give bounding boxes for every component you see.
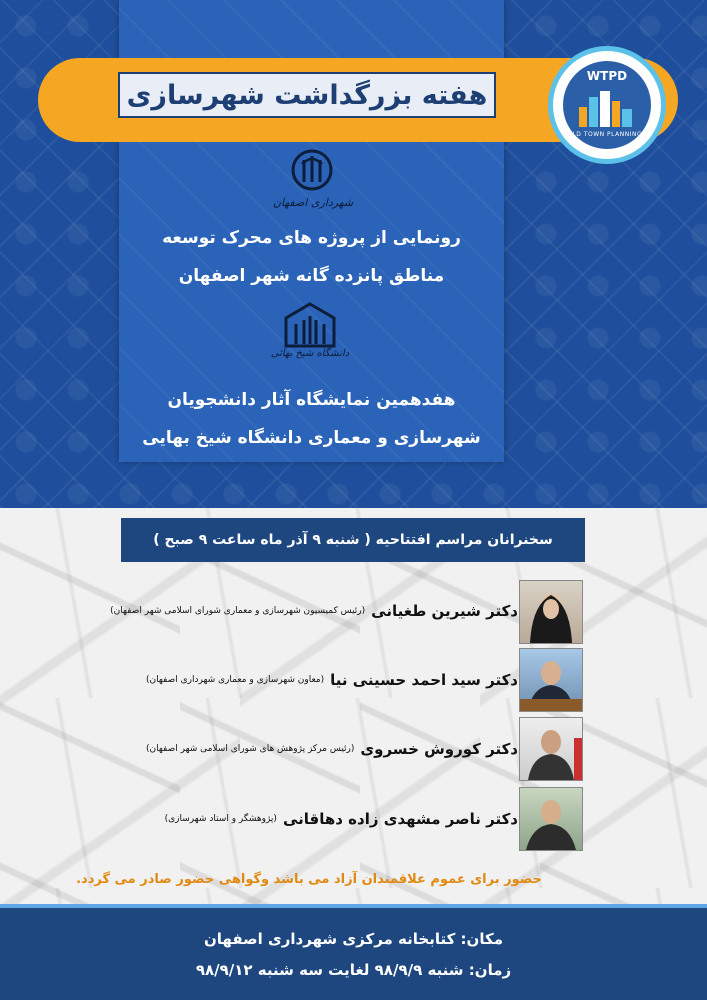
speaker-photo-3 (519, 717, 583, 781)
speaker-role: (پژوهشگر و استاد شهرسازی) (164, 814, 277, 824)
speaker-row-4 (20, 799, 518, 839)
heading1-line1: رونمایی از پروژه های محرک توسعه (162, 228, 461, 248)
location-text: مکان: کتابخانه مرکزی شهرداری اصفهان (203, 930, 503, 948)
speakers-header-text: سخنرانان مراسم افتتاحیه ( شنبه ۹ آذر ماه ساعت ۹ صبح ) (153, 532, 553, 548)
heading1-line2: مناطق پانزده گانه شهر اصفهان (178, 266, 445, 286)
title-box (118, 72, 496, 118)
sheikhbahaee-university-logo-icon (284, 302, 336, 348)
city-skyline-icon (577, 89, 637, 127)
footer-bar (0, 908, 707, 1000)
speaker-row-2 (20, 660, 518, 700)
wtpd-logo (548, 46, 666, 164)
time-text: زمان: شنبه ۹۸/۹/۹ لغایت سه شنبه ۹۸/۹/۱۲ (195, 961, 512, 979)
speaker-photo-4 (519, 787, 583, 851)
isfahan-municipality-logo-icon (290, 148, 334, 194)
speaker-role: (رئیس مرکز پژوهش های شورای اسلامی شهر اصفهان) (146, 744, 355, 754)
speaker-row-1 (20, 591, 518, 631)
speaker-name: دکتر ناصر مشهدی زاده دهاقانی (282, 810, 518, 828)
heading2-line1: هفدهمین نمایشگاه آثار دانشجویان (167, 390, 456, 410)
speaker-name: دکتر شیرین طغیانی (371, 602, 518, 620)
university-caption: دانشگاه شیخ بهائی (270, 348, 350, 359)
speaker-photo-1 (519, 580, 583, 644)
attendance-note: حضور برای عموم علاقمندان آزاد می باشد وگواهی حضور صادر می گردد. (76, 872, 542, 887)
speaker-role: (رئیس کمیسیون شهرسازی و معماری شورای اسلامی شهر اصفهان) (110, 606, 366, 616)
map-background (0, 508, 707, 908)
wtpd-subtitle: WORLD TOWN PLANNING DAY (556, 131, 658, 138)
speaker-photo-2 (519, 648, 583, 712)
wtpd-text: WTPD (586, 69, 628, 83)
speaker-role: (معاون شهرسازی و معماری شهرداری اصفهان) (146, 675, 325, 685)
speaker-name: دکتر سید احمد حسینی نیا (330, 671, 518, 689)
municipality-caption: شهرداری اصفهان (272, 196, 354, 209)
banner-title: هفته بزرگداشت شهرسازی (126, 79, 488, 111)
speakers-header (121, 518, 585, 562)
heading2-line2: شهرسازی و معماری دانشگاه شیخ بهایی (142, 428, 481, 448)
speaker-name: دکتر کوروش خسروی (360, 740, 518, 758)
speaker-row-3 (20, 729, 518, 769)
